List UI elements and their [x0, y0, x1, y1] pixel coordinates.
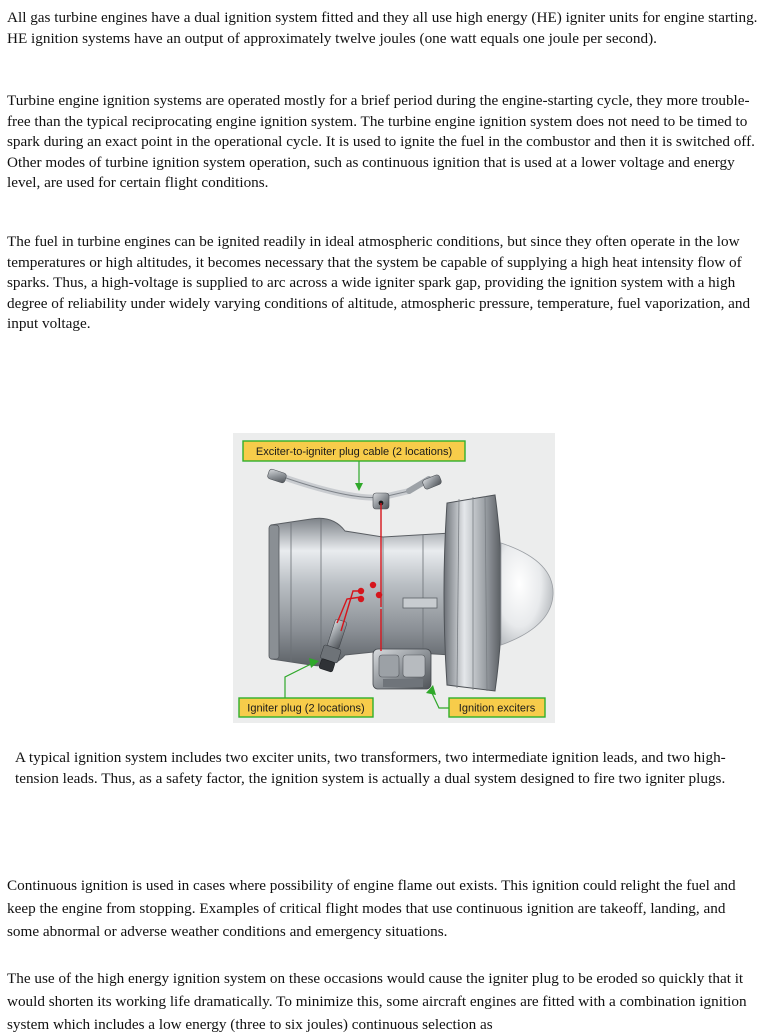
paragraph-he-ignition: All gas turbine engines have a dual ignition system fitted and they all use high energy (HE) igniter units for engine starting. HE ignition systems have an output of approximately twelve joules (one watt equals one joule per second).: [7, 9, 758, 47]
label-ignition-exciters: [449, 698, 545, 717]
label-igniter-plug: [239, 698, 373, 717]
ignition-exciters: [373, 649, 431, 689]
paragraph-continuous-ignition: Continuous ignition is used in cases where possibility of engine flame out exists. This ignition could relight the fuel and keep the engine from stopping. Examples of critical flight modes that use continuous ignition are takeoff, landing, and some abnormal or adverse weather conditions and emergency situations.: [7, 877, 736, 940]
ignition-system-figure: [233, 433, 555, 723]
label-cable-text: Exciter-to-igniter plug cable (2 locations): [255, 446, 453, 458]
paragraph-operation: Turbine engine ignition systems are operated mostly for a brief period during the engine-starting cycle, they more trouble-free than the typical reciprocating engine ignition system. The turbine engine ignition system does not need to be timed to spark during an exact point in the operational cycle. It is used to ignite the fuel in the combustor and then it is switched off. Other modes of turbine ignition system operation, such as continuous ignition that is used at a lower voltage and energy level, are used for certain flight conditions.: [7, 92, 755, 192]
label-plug-text: Igniter plug (2 locations): [247, 702, 365, 715]
paragraph-igniter-erosion: The use of the high energy ignition system on these occasions would cause the igniter plug to be eroded so quickly that it would shorten its working life dramatically. To minimize this, some aircraft engines are fitted with a combination ignition system which includes a low energy (three to six joules) continuous selection as: [7, 970, 747, 1033]
paragraph-fuel-ignition: The fuel in turbine engines can be ignited readily in ideal atmospheric conditions, but since they often operate in the low temperatures or high altitudes, it becomes necessary that the system be capable of supplying a high heat intensity flow of sparks. Thus, a high-voltage is supplied to arc across a wide igniter spark gap, providing the ignition system with a high degree of reliability under widely varying conditions of altitude, atmospheric pressure, temperature, fuel vaporization, and input voltage.: [7, 233, 751, 333]
label-cable: [243, 441, 465, 461]
label-exciters-text: Ignition exciters: [458, 702, 536, 715]
figure-caption: A typical ignition system includes two exciter units, two transformers, two intermediate ignition leads, and two high-tension leads. Thus, as a safety factor, the ignition system is actually a dual system designed to fire two igniter plugs.: [15, 749, 726, 787]
